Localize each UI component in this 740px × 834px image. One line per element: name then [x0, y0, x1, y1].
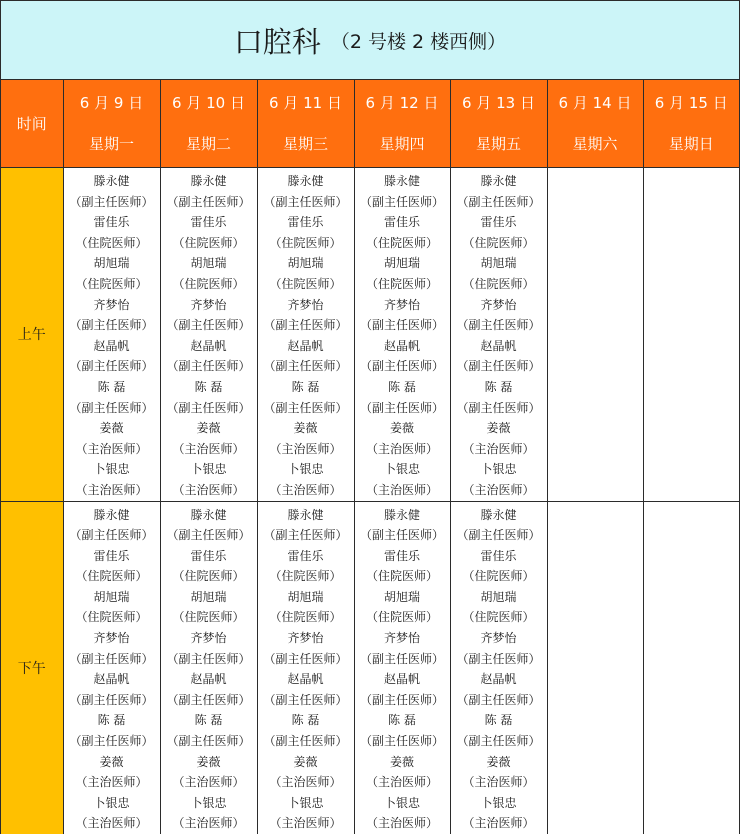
doctor-title: （住院医师） — [269, 610, 342, 625]
doctor-title: （副主任医师） — [69, 359, 154, 374]
duty-slot — [257, 168, 354, 502]
doctor-title: （主治医师） — [172, 482, 245, 497]
doctor-title: （主治医师） — [172, 816, 245, 831]
doctor-name: 滕永健 — [383, 507, 420, 522]
doctor-name: 雷佳乐 — [93, 548, 130, 563]
doctor-name: 卜银忠 — [287, 795, 324, 810]
doctor-title: （副主任医师） — [166, 692, 251, 707]
doctor-name: 赵晶帆 — [190, 338, 227, 353]
doctor-title: （主治医师） — [75, 775, 148, 790]
doctor-name: 卜银忠 — [480, 462, 517, 477]
doctor-name: 齐梦怡 — [190, 297, 227, 312]
doctor-title: （副主任医师） — [456, 359, 541, 374]
doctor-name: 齐梦怡 — [480, 631, 517, 646]
doctor-title: （副主任医师） — [456, 194, 541, 209]
doctor-name: 赵晶帆 — [287, 672, 324, 687]
title-bar — [1, 1, 739, 80]
doctor-title: （副主任医师） — [263, 194, 348, 209]
doctor-title: （副主任医师） — [69, 194, 154, 209]
duty-slot — [547, 168, 643, 502]
doctor-name: 陈 磊 — [194, 713, 223, 728]
doctor-title: （主治医师） — [365, 441, 438, 456]
doctor-title: （住院医师） — [75, 569, 148, 584]
doctor-name: 卜银忠 — [93, 795, 130, 810]
doctor-list — [64, 168, 160, 501]
doctor-title: （主治医师） — [269, 775, 342, 790]
doctor-list — [451, 168, 547, 501]
doctor-title: （住院医师） — [75, 276, 148, 291]
duty-slot — [354, 501, 450, 834]
doctor-name: 滕永健 — [190, 174, 227, 188]
doctor-title: （副主任医师） — [359, 734, 444, 749]
doctor-name: 陈 磊 — [388, 713, 416, 728]
doctor-title: （副主任医师） — [263, 359, 348, 374]
doctor-name: 齐梦怡 — [383, 297, 420, 312]
doctor-name: 齐梦怡 — [287, 631, 324, 646]
doctor-name: 齐梦怡 — [287, 297, 324, 312]
doctor-name: 姜薇 — [99, 754, 124, 769]
schedule-table — [1, 80, 739, 834]
doctor-title: （副主任医师） — [69, 692, 154, 707]
doctor-name: 雷佳乐 — [383, 548, 420, 563]
doctor-name: 陈 磊 — [97, 713, 126, 728]
duty-slot — [547, 501, 643, 834]
doctor-name: 雷佳乐 — [190, 548, 227, 563]
doctor-title: （主治医师） — [172, 441, 245, 456]
doctor-title: （副主任医师） — [166, 194, 251, 209]
doctor-name: 滕永健 — [287, 174, 324, 188]
doctor-name: 滕永健 — [93, 174, 130, 188]
day-date: 6 月 10 日 — [172, 94, 245, 112]
doctor-title: （副主任医师） — [456, 400, 541, 415]
doctor-title: （副主任医师） — [69, 734, 154, 749]
doctor-title: （副主任医师） — [69, 528, 154, 543]
doctor-title: （副主任医师） — [263, 651, 348, 666]
doctor-name: 赵晶帆 — [190, 672, 227, 687]
doctor-name: 赵晶帆 — [480, 672, 517, 687]
doctor-title: （副主任医师） — [456, 734, 541, 749]
department-location: （2 号楼 2 楼西侧） — [330, 30, 507, 53]
time-header: 时间 — [1, 80, 63, 168]
day-weekday: 星期二 — [185, 135, 231, 153]
doctor-name: 姜薇 — [486, 421, 511, 436]
doctor-name: 姜薇 — [293, 421, 318, 436]
doctor-title: （主治医师） — [365, 775, 438, 790]
doctor-name: 齐梦怡 — [190, 631, 227, 646]
day-date: 6 月 11 日 — [269, 94, 342, 112]
doctor-name: 雷佳乐 — [383, 215, 420, 230]
doctor-list — [451, 502, 547, 834]
doctor-title: （副主任医师） — [456, 318, 541, 333]
doctor-title: （副主任医师） — [166, 734, 251, 749]
day-date: 6 月 12 日 — [365, 94, 439, 112]
doctor-title: （副主任医师） — [359, 318, 444, 333]
doctor-name: 胡旭瑞 — [383, 589, 420, 604]
doctor-title: （副主任医师） — [263, 734, 348, 749]
duty-slot — [63, 168, 160, 502]
duty-slot — [450, 501, 547, 834]
doctor-list — [64, 502, 160, 834]
doctor-name: 赵晶帆 — [383, 672, 420, 687]
doctor-name: 卜银忠 — [480, 795, 517, 810]
doctor-name: 雷佳乐 — [190, 215, 227, 230]
doctor-name: 雷佳乐 — [287, 215, 324, 230]
doctor-title: （主治医师） — [269, 816, 342, 831]
doctor-name: 雷佳乐 — [287, 548, 324, 563]
day-date: 6 月 15 日 — [654, 94, 728, 112]
doctor-name: 滕永健 — [480, 174, 517, 188]
doctor-title: （副主任医师） — [456, 528, 541, 543]
doctor-name: 卜银忠 — [383, 795, 420, 810]
doctor-name: 卜银忠 — [383, 462, 420, 477]
am-row — [1, 168, 739, 502]
doctor-name: 赵晶帆 — [93, 338, 130, 353]
doctor-name: 齐梦怡 — [480, 297, 517, 312]
doctor-title: （主治医师） — [462, 441, 535, 456]
doctor-name: 齐梦怡 — [93, 631, 130, 646]
doctor-title: （副主任医师） — [166, 528, 251, 543]
doctor-name: 胡旭瑞 — [93, 589, 130, 604]
doctor-name: 胡旭瑞 — [480, 589, 517, 604]
day-weekday: 星期一 — [88, 135, 134, 153]
day-date: 6 月 14 日 — [558, 94, 632, 112]
doctor-name: 齐梦怡 — [383, 631, 420, 646]
doctor-name: 赵晶帆 — [93, 672, 130, 687]
doctor-list — [161, 502, 257, 834]
duty-slot — [643, 168, 739, 502]
doctor-title: （主治医师） — [462, 775, 535, 790]
doctor-title: （住院医师） — [269, 569, 342, 584]
doctor-title: （副主任医师） — [69, 318, 154, 333]
doctor-name: 滕永健 — [383, 174, 420, 188]
doctor-title: （副主任医师） — [166, 318, 251, 333]
doctor-title: （主治医师） — [462, 482, 535, 497]
doctor-name: 姜薇 — [389, 421, 414, 436]
doctor-name: 陈 磊 — [97, 379, 126, 394]
day-weekday: 星期三 — [282, 135, 328, 153]
doctor-title: （住院医师） — [172, 569, 245, 584]
doctor-title: （住院医师） — [462, 569, 535, 584]
duty-slot — [643, 501, 739, 834]
doctor-name: 姜薇 — [196, 754, 221, 769]
day-weekday: 星期五 — [475, 135, 521, 153]
doctor-title: （主治医师） — [172, 775, 245, 790]
doctor-title: （副主任医师） — [69, 400, 154, 415]
doctor-title: （副主任医师） — [359, 528, 444, 543]
doctor-name: 陈 磊 — [484, 713, 513, 728]
doctor-list — [161, 168, 257, 501]
day-header — [643, 80, 739, 168]
department-title: 口腔科 — [233, 24, 321, 59]
duty-slot — [450, 168, 547, 502]
doctor-name: 胡旭瑞 — [480, 256, 517, 271]
pm-row — [1, 501, 739, 834]
doctor-name: 姜薇 — [293, 754, 318, 769]
day-header — [354, 80, 450, 168]
doctor-name: 陈 磊 — [388, 379, 416, 394]
day-weekday: 星期四 — [379, 135, 425, 153]
doctor-name: 滕永健 — [480, 507, 517, 522]
doctor-title: （住院医师） — [269, 235, 342, 250]
period-am: 上午 — [1, 168, 63, 502]
doctor-name: 姜薇 — [389, 754, 414, 769]
doctor-title: （住院医师） — [75, 610, 148, 625]
doctor-title: （主治医师） — [462, 816, 535, 831]
doctor-name: 雷佳乐 — [93, 215, 130, 230]
doctor-title: （住院医师） — [365, 569, 438, 584]
doctor-name: 姜薇 — [99, 421, 124, 436]
doctor-title: （住院医师） — [462, 610, 535, 625]
day-header — [547, 80, 643, 168]
day-header — [257, 80, 354, 168]
day-date: 6 月 13 日 — [462, 94, 535, 112]
doctor-name: 胡旭瑞 — [287, 256, 324, 271]
doctor-title: （副主任医师） — [359, 651, 444, 666]
doctor-name: 雷佳乐 — [480, 215, 517, 230]
doctor-title: （主治医师） — [75, 441, 148, 456]
doctor-title: （住院医师） — [172, 276, 245, 291]
doctor-title: （副主任医师） — [456, 651, 541, 666]
period-pm: 下午 — [1, 501, 63, 834]
doctor-name: 胡旭瑞 — [190, 589, 227, 604]
doctor-title: （副主任医师） — [359, 359, 444, 374]
day-header — [63, 80, 160, 168]
duty-slot — [160, 168, 257, 502]
doctor-name: 陈 磊 — [291, 379, 320, 394]
doctor-name: 陈 磊 — [291, 713, 320, 728]
doctor-name: 姜薇 — [196, 421, 221, 436]
day-weekday: 星期日 — [668, 135, 714, 153]
duty-slot — [63, 501, 160, 834]
doctor-title: （副主任医师） — [69, 651, 154, 666]
doctor-title: （主治医师） — [365, 482, 438, 497]
doctor-title: （副主任医师） — [166, 651, 251, 666]
doctor-name: 卜银忠 — [190, 462, 227, 477]
doctor-title: （副主任医师） — [166, 359, 251, 374]
doctor-name: 胡旭瑞 — [383, 256, 420, 271]
doctor-name: 卜银忠 — [287, 462, 324, 477]
doctor-list — [355, 168, 450, 501]
doctor-name: 齐梦怡 — [93, 297, 130, 312]
doctor-title: （住院医师） — [172, 610, 245, 625]
doctor-name: 滕永健 — [190, 507, 227, 522]
doctor-title: （住院医师） — [365, 235, 438, 250]
duty-slot — [160, 501, 257, 834]
doctor-name: 雷佳乐 — [480, 548, 517, 563]
doctor-title: （主治医师） — [269, 482, 342, 497]
doctor-title: （副主任医师） — [166, 400, 251, 415]
day-header — [450, 80, 547, 168]
doctor-title: （副主任医师） — [263, 400, 348, 415]
doctor-list — [258, 502, 354, 834]
doctor-title: （主治医师） — [365, 816, 438, 831]
doctor-title: （住院医师） — [462, 235, 535, 250]
doctor-title: （副主任医师） — [263, 318, 348, 333]
doctor-title: （副主任医师） — [263, 692, 348, 707]
doctor-title: （副主任医师） — [263, 528, 348, 543]
doctor-list — [258, 168, 354, 501]
doctor-name: 胡旭瑞 — [93, 256, 130, 271]
doctor-title: （主治医师） — [269, 441, 342, 456]
doctor-title: （住院医师） — [365, 276, 438, 291]
doctor-title: （主治医师） — [75, 816, 148, 831]
doctor-title: （副主任医师） — [359, 400, 444, 415]
doctor-name: 滕永健 — [93, 507, 130, 522]
doctor-title: （住院医师） — [172, 235, 245, 250]
day-date: 6 月 9 日 — [79, 94, 144, 112]
doctor-name: 卜银忠 — [190, 795, 227, 810]
doctor-list — [355, 502, 450, 834]
doctor-title: （住院医师） — [365, 610, 438, 625]
doctor-name: 滕永健 — [287, 507, 324, 522]
doctor-name: 赵晶帆 — [383, 338, 420, 353]
doctor-title: （副主任医师） — [359, 194, 444, 209]
doctor-title: （副主任医师） — [359, 692, 444, 707]
duty-slot — [257, 501, 354, 834]
doctor-name: 胡旭瑞 — [190, 256, 227, 271]
doctor-name: 陈 磊 — [484, 379, 513, 394]
doctor-name: 陈 磊 — [194, 379, 223, 394]
day-header — [160, 80, 257, 168]
doctor-title: （住院医师） — [75, 235, 148, 250]
doctor-title: （住院医师） — [269, 276, 342, 291]
doctor-name: 赵晶帆 — [287, 338, 324, 353]
doctor-name: 卜银忠 — [93, 462, 130, 477]
doctor-name: 赵晶帆 — [480, 338, 517, 353]
doctor-name: 姜薇 — [486, 754, 511, 769]
doctor-title: （副主任医师） — [456, 692, 541, 707]
doctor-title: （主治医师） — [75, 482, 148, 497]
day-weekday: 星期六 — [572, 135, 618, 153]
header-row — [1, 80, 739, 168]
duty-slot — [354, 168, 450, 502]
doctor-title: （住院医师） — [462, 276, 535, 291]
doctor-name: 胡旭瑞 — [287, 589, 324, 604]
